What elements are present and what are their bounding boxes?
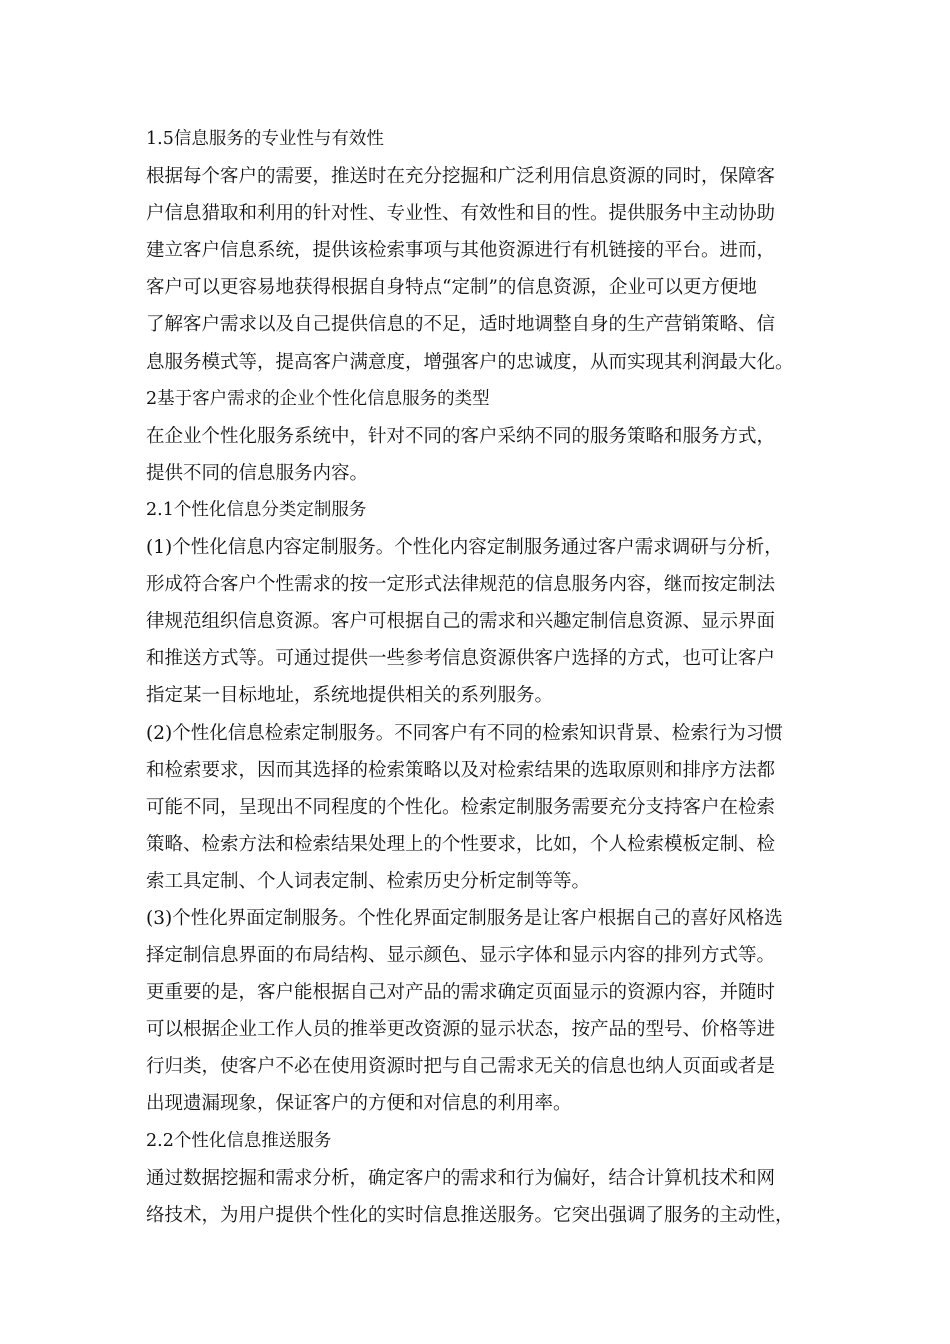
paragraph-line: 形成符合客户个性需求的按一定形式法律规范的信息服务内容，继而按定制法 <box>146 574 776 596</box>
paragraph-line: 络技术，为用户提供个性化的实时信息推送服务。它突出强调了服务的主动性， <box>146 1204 794 1226</box>
section-heading-2: 2基于客户需求的企业个性化信息服务的类型 <box>146 388 490 409</box>
paragraph-line: 通过数据挖掘和需求分析，确定客户的需求和行为偏好，结合计算机技术和网 <box>146 1167 776 1189</box>
paragraph-line: 索工具定制、个人词表定制、检索历史分析定制等等。 <box>146 870 591 892</box>
paragraph-line: 和检索要求，因而其选择的检索策略以及对检索结果的选取原则和排序方法都 <box>146 759 776 781</box>
paragraph-line: 择定制信息界面的布局结构、显示颜色、显示字体和显示内容的排列方式等。 <box>146 945 776 967</box>
paragraph-line: 指定某一目标地址，系统地提供相关的系列服务。 <box>146 685 554 707</box>
paragraph-line: (1)个性化信息内容定制服务。个性化内容定制服务通过客户需求调研与分析， <box>146 537 783 559</box>
paragraph-line: (2)个性化信息检索定制服务。不同客户有不同的检索知识背景、检索行为习惯 <box>146 722 783 744</box>
document-body <box>146 121 826 1234</box>
paragraph-line: 更重要的是，客户能根据自己对产品的需求确定页面显示的资源内容，并随时 <box>146 982 776 1004</box>
paragraph-line: 出现遗漏现象，保证客户的方便和对信息的利用率。 <box>146 1093 572 1115</box>
paragraph-line: 根据每个客户的需要，推送时在充分挖掘和广泛利用信息资源的同时，保障客 <box>146 166 776 188</box>
section-heading-2-2: 2.2个性化信息推送服务 <box>146 1130 332 1151</box>
paragraph-line: 和推送方式等。可通过提供一些参考信息资源供客户选择的方式，也可让客户 <box>146 648 776 670</box>
section-heading-2-1: 2.1个性化信息分类定制服务 <box>146 499 367 520</box>
paragraph-line: 可以根据企业工作人员的推举更改资源的显示状态，按产品的型号、价格等进 <box>146 1019 776 1041</box>
paragraph-line: 客户可以更容易地获得根据自身特点“定制”的信息资源，企业可以更方便地 <box>146 277 757 299</box>
paragraph-line: 建立客户信息系统，提供该检索事项与其他资源进行有机链接的平台。进而， <box>146 240 776 262</box>
paragraph-line: 行归类，使客户不必在使用资源时把与自己需求无关的信息也纳人页面或者是 <box>146 1056 776 1078</box>
paragraph-line: (3)个性化界面定制服务。个性化界面定制服务是让客户根据自己的喜好风格选 <box>146 907 783 929</box>
paragraph-line: 了解客户需求以及自己提供信息的不足，适时地调整自身的生产营销策略、信 <box>146 314 776 336</box>
paragraph-line: 息服务模式等，提高客户满意度，增强客户的忠诚度，从而实现其利润最大化。 <box>146 351 794 373</box>
paragraph-line: 可能不同，呈现出不同程度的个性化。检索定制服务需要充分支持客户在检索 <box>146 796 776 818</box>
paragraph-line: 在企业个性化服务系统中，针对不同的客户采纳不同的服务策略和服务方式， <box>146 425 776 447</box>
section-heading-1-5: 1.5信息服务的专业性与有效性 <box>146 129 384 149</box>
paragraph-line: 律规范组织信息资源。客户可根据自己的需求和兴趣定制信息资源、显示界面 <box>146 611 776 633</box>
paragraph-line: 户信息猎取和利用的针对性、专业性、有效性和目的性。提供服务中主动协助 <box>146 203 776 225</box>
paragraph-line: 提供不同的信息服务内容。 <box>146 462 369 484</box>
paragraph-line: 策略、检索方法和检索结果处理上的个性要求，比如，个人检索模板定制、检 <box>146 833 776 855</box>
